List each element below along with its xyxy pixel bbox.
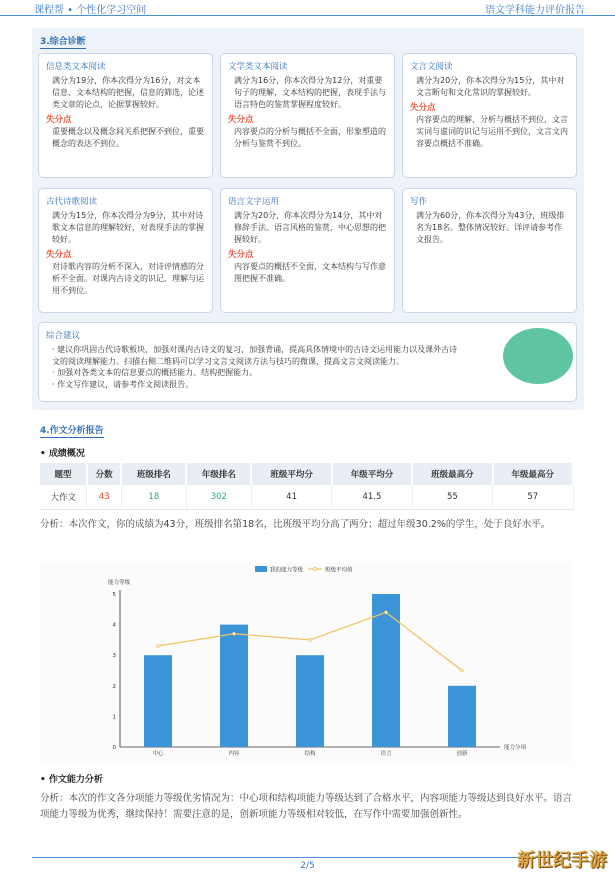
legend-bar-label: 我的能力等级 (270, 567, 304, 574)
card-language-use (220, 188, 395, 313)
card-warn-label: 失分点 (228, 115, 254, 125)
legend-line-label: 班级平均值 (325, 567, 353, 574)
score-overview-heading: • 成绩概况 (40, 449, 85, 459)
table-cell-grade-rank: 302 (186, 485, 251, 509)
card-warn-text: 内容要点的分析与概括不全面，形象塑造的分析与鉴赏不到位。 (234, 127, 386, 148)
card-text: 满分为60分，你本次得分为43分，班级排名为18名。整体情况较好。详评请参考作文报告。 (416, 211, 565, 244)
table-cell: 41 (251, 485, 331, 509)
table-header-cell: 年级排名 (186, 463, 251, 485)
bar-内容 (220, 625, 248, 747)
class-average-point (157, 645, 160, 648)
table-header-row (40, 463, 573, 485)
y-tick-label: 3 (112, 653, 116, 660)
card-classical-chinese (402, 53, 577, 178)
table-cell-class-rank: 18 (121, 485, 186, 509)
table-header-cell: 年级最高分 (493, 463, 573, 485)
table-header-cell: 班级平均分 (251, 463, 331, 485)
ability-analysis-text: 分析：本次的作文各分项能力等级优劣情况为：中心项和结构项能力等级达到了合格水平，内容项能力等级达到良好水平。语言项能力等级为优秀，继续保持！需要注意的是，创新项能力等级相对较低，在写作中需要加强创新性。 (40, 793, 573, 820)
x-tick-label: 创新 (456, 751, 468, 757)
card-literary-text (220, 53, 395, 178)
score-analysis-text: 分析：本次作文，你的成绩为43分，班级排名第18名，比班级平均分高了两分；超过年级30.2%的学生，处于良好水平。 (40, 519, 551, 530)
page-number: 2/5 (300, 861, 315, 871)
advice-line: 文的阅读理解能力。扫描右侧二维码可以学习文言文阅读方法与技巧的微课，提高文言文阅读能力。 (52, 356, 404, 366)
header-left-title: 课程帮 • 个性化学习空间 (34, 5, 147, 16)
y-tick-label: 4 (112, 622, 116, 629)
header-right-title: 语文学科能力评价报告 (485, 5, 585, 16)
legend-line-marker (313, 567, 316, 570)
card-warn-text: 对诗歌内容的分析不深入，对诗评情感的分析不全面。对课内古诗文的识记、理解与运用不到位。 (52, 262, 204, 295)
card-warn-text: 内容要点的概括不全面，文本结构与写作意图把握不准确。 (234, 262, 386, 283)
bar-中心 (144, 655, 172, 747)
score-table (40, 463, 574, 510)
advice-line: · 建议你巩固古代诗歌板块，加强对课内古诗文的复习，加强背诵，提高具体情境中的古诗文运用能力以及课外古诗 (52, 345, 458, 354)
card-title: 信息类文本阅读 (46, 62, 106, 72)
advice-line: · 作文写作建议，请参考作文阅读报告。 (52, 379, 194, 389)
ability-chart (40, 562, 573, 762)
table-cell: 大作文 (40, 485, 87, 509)
class-average-point (309, 639, 312, 642)
footer-divider (32, 857, 584, 858)
y-tick-label: 2 (112, 683, 116, 690)
diagnosis-section-title: 3.综合诊断 (40, 34, 86, 49)
table-row (40, 485, 573, 509)
essay-section-title: 4.作文分析报告 (40, 423, 104, 438)
y-tick-label: 0 (112, 745, 116, 751)
card-writing (402, 188, 577, 313)
x-tick-label: 语言 (380, 751, 392, 757)
class-average-point (461, 669, 464, 672)
watermark-logo: 新世纪手游 (517, 850, 607, 871)
legend-bar-swatch (255, 566, 267, 572)
qr-code-placeholder[interactable] (503, 328, 573, 384)
y-axis-label: 能力等级 (108, 580, 131, 586)
card-warn-text: 重要概念以及概念间关系把握不到位，重要概念的表达不到位。 (52, 127, 204, 148)
card-text: 满分为16分，你本次得分为12分，对重要句子的理解，文本结构的把握，表现手法与语言特色的鉴赏掌握程度较好。 (234, 76, 386, 109)
y-tick-label: 1 (112, 714, 116, 721)
x-tick-label: 结构 (304, 751, 316, 757)
card-title: 文言文阅读 (410, 62, 453, 72)
card-title: 语言文字运用 (228, 197, 280, 207)
table-cell: 55 (412, 485, 492, 509)
card-warn-label: 失分点 (46, 250, 72, 260)
bar-结构 (296, 655, 324, 747)
advice-line: · 加强对各类文本的信息要点的概括能力、结构把握能力。 (52, 368, 258, 377)
card-text: 满分为19分，你本次得分为16分，对文本信息、文本结构的把握，信息的筛选，论述类文章的论点，论据掌握较好。 (52, 76, 204, 109)
card-text: 满分为20分，你本次得分为15分，其中对文言断句和文化常识的掌握较好。 (416, 76, 565, 97)
x-tick-label: 中心 (152, 751, 164, 757)
table-header-cell: 班级排名 (121, 463, 186, 485)
card-ancient-poetry (38, 188, 213, 313)
card-warn-label: 失分点 (228, 250, 254, 260)
card-text: 满分为15分，你本次得分为9分，其中对诗歌文本信息的理解较好，对表现手法的掌握较好。 (52, 211, 204, 244)
table-header-cell: 班级最高分 (412, 463, 492, 485)
card-info-text (38, 53, 213, 178)
table-header-cell: 分数 (87, 463, 121, 485)
bar-语言 (372, 594, 400, 747)
table-header-cell: 题型 (40, 463, 87, 485)
table-cell: 57 (493, 485, 573, 509)
table-cell-score: 43 (87, 485, 121, 509)
card-title: 文学类文本阅读 (228, 62, 288, 72)
class-average-point (233, 632, 236, 635)
card-warn-text: 内容要点的理解、分析与概括不到位，文言实词与虚词的识记与运用不到位，文言文内容要点概括不准确。 (416, 115, 568, 148)
card-title: 写作 (410, 197, 428, 207)
class-average-point (385, 611, 388, 614)
ability-analysis-heading: • 作文能力分析 (40, 775, 103, 785)
advice-card (38, 322, 577, 402)
table-header-cell: 年级平均分 (332, 463, 412, 485)
page-header (0, 0, 615, 16)
ability-chart-svg (40, 562, 573, 762)
x-axis-label: 能力分项 (504, 745, 527, 751)
card-warn-label: 失分点 (410, 103, 436, 113)
card-text: 满分为20分，你本次得分为14分，其中对修辞手法、语言风格的鉴赏，中心思想的把握较好。 (234, 211, 386, 244)
table-cell: 41.5 (332, 485, 412, 509)
x-tick-label: 内容 (228, 751, 240, 757)
advice-title: 综合建议 (46, 331, 81, 341)
card-title: 古代诗歌阅读 (46, 197, 98, 207)
card-warn-label: 失分点 (46, 115, 72, 125)
bar-创新 (448, 686, 476, 747)
y-tick-label: 5 (112, 592, 116, 598)
